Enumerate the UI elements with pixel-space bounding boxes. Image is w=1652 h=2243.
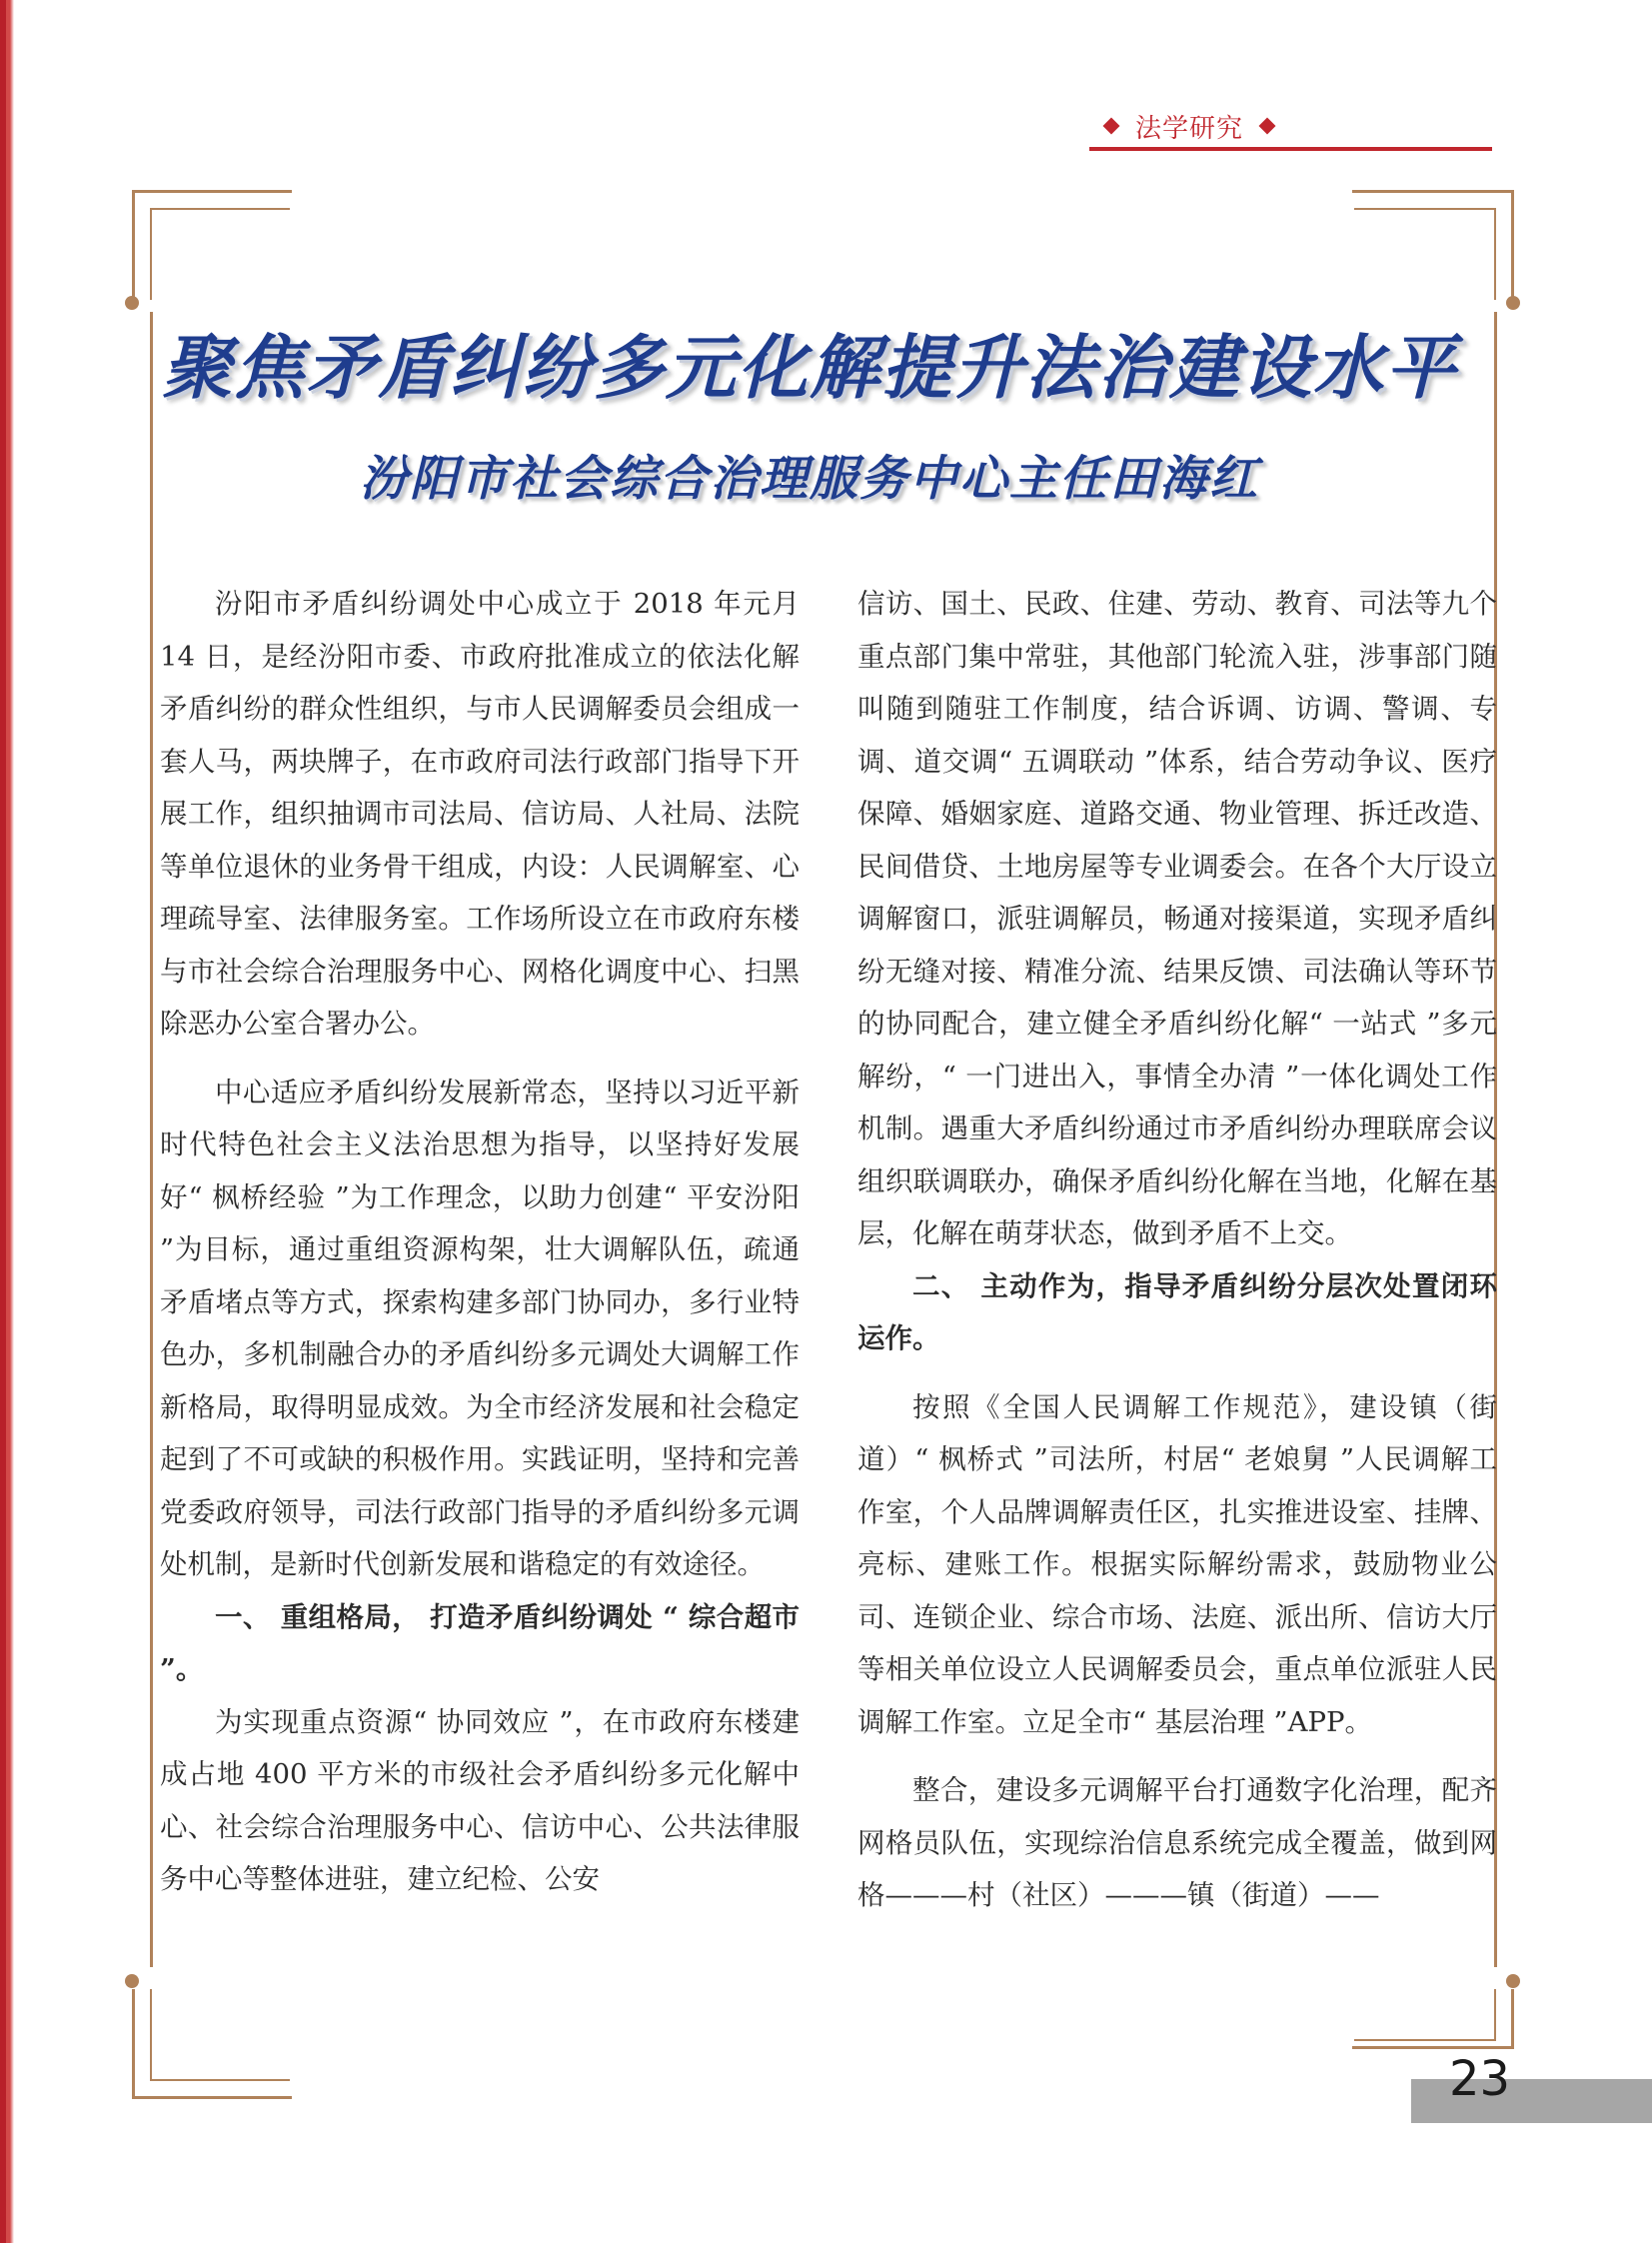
paragraph-integration: 整合，建设多元调解平台打通数字化治理，配齐网格员队伍，实现综治信息系统完成全覆盖，做到网格———村（社区）———镇（街道）—— [857, 1774, 1497, 1911]
frame-bottom-left-v1 [132, 1989, 135, 2099]
paragraph-section-two: 按照《全国人民调解工作规范》，建设镇（街道）“ 枫桥式 ”司法所，村居“ 老娘舅 ”人民调解工作室，个人品牌调解责任区，扎实推进设室、挂牌、亮标、建账工作。根据实际解纷需求，鼓励物业公司、连锁企业、综合市场、法庭、派出所、信访大厅等相关单位设立人民调解委员会，重点单位派驻人民调解工作室。立足全市“ 基层治理 ”APP。 [857, 1390, 1497, 1738]
frame-dot-left-bottom [125, 1974, 139, 1988]
frame-left-side [150, 312, 153, 1967]
page-number: 23 [1449, 2051, 1511, 2107]
frame-bottom-right-h1 [1352, 2046, 1514, 2049]
frame-dot-left-top [125, 296, 139, 310]
section-underline [1089, 147, 1492, 151]
page-number-tab [1411, 2079, 1652, 2123]
diamond-left-icon [1103, 118, 1120, 135]
section-heading-one: 一、 重组格局， 打造矛盾纠纷调处 “ 综合超市 ”。 [160, 1600, 800, 1685]
frame-bottom-left-h2 [150, 2079, 290, 2081]
section-header [1087, 104, 1487, 148]
frame-bottom-left-h1 [132, 2096, 292, 2099]
frame-bottom-right-v2 [1494, 1989, 1496, 2041]
article-title: 聚焦矛盾纠纷多元化解提升法治建设水平 [162, 327, 1457, 409]
right-column [857, 578, 1497, 1922]
frame-top-left-v2 [150, 208, 152, 300]
left-column [160, 578, 800, 1906]
diamond-right-icon [1259, 118, 1276, 135]
paragraph-section-one: 为实现重点资源“ 协同效应 ”，在市政府东楼建成占地 400 平方米的市级社会矛盾纠纷多元化解中心、社会综合治理服务中心、信访中心、公共法律服务中心等整体进驻，建立纪检、公安 [160, 1705, 800, 1895]
frame-top-right-v1 [1511, 190, 1514, 300]
paragraph-intro: 汾阳市矛盾纠纷调处中心成立于 2018 年元月 14 日，是经汾阳市委、市政府批准成立的依法化解矛盾纠纷的群众性组织，与市人民调解委员会组成一套人马，两块牌子，在市政府司法行政部门指导下开展工作，组织抽调市司法局、信访局、人社局、法院等单位退休的业务骨干组成，内设：人民调解室、心理疏导室、法律服务室。工作场所设立在市政府东楼与市社会综合治理服务中心、网格化调度中心、扫黑除恶办公室合署办公。 [160, 588, 800, 1040]
section-heading-two: 二、 主动作为，指导矛盾纠纷分层次处置闭环运作。 [857, 1269, 1497, 1354]
frame-top-left-h1 [132, 190, 292, 193]
frame-bottom-left-v2 [150, 1989, 152, 2081]
paragraph-overview: 中心适应矛盾纠纷发展新常态，坚持以习近平新时代特色社会主义法治思想为指导，以坚持好发展好“ 枫桥经验 ”为工作理念，以助力创建“ 平安汾阳 ”为目标，通过重组资源构架，壮大调解队伍，疏通矛盾堵点等方式，探索构建多部门协同办，多行业特色办，多机制融合办的矛盾纠纷多元调处大调解工作新格局，取得明显成效。为全市经济发展和社会稳定起到了不可或缺的积极作用。实践证明，坚持和完善党委政府领导，司法行政部门指导的矛盾纠纷多元调处机制，是新时代创新发展和谐稳定的有效途径。 [160, 1076, 800, 1580]
frame-top-right-h1 [1352, 190, 1514, 193]
paragraph-section-one-cont: 信访、国土、民政、住建、劳动、教育、司法等九个重点部门集中常驻，其他部门轮流入驻，涉事部门随叫随到随驻工作制度，结合诉调、访调、警调、专调、道交调“ 五调联动 ”体系，结合劳动争议、医疗保障、婚姻家庭、道路交通、物业管理、拆迁改造、民间借贷、土地房屋等专业调委会。在各个大厅设立调解窗口，派驻调解员，畅通对接渠道，实现矛盾纠纷无缝对接、精准分流、结果反馈、司法确认等环节的协同配合，建立健全矛盾纠纷化解“ 一站式 ”多元解纷，“ 一门进出入，事情全办清 ”一体化调处工作机制。遇重大矛盾纠纷通过市矛盾纠纷办理联席会议组织联调联办，确保矛盾纠纷化解在当地，化解在基层，化解在萌芽状态，做到矛盾不上交。 [857, 588, 1497, 1249]
section-title: 法学研究 [1135, 113, 1244, 144]
frame-top-right-v2 [1494, 208, 1496, 300]
frame-top-right-h2 [1354, 208, 1496, 210]
frame-top-left-v1 [132, 190, 135, 300]
article-subtitle: 汾阳市社会综合治理服务中心主任田海红 [359, 451, 1259, 507]
left-edge-decoration [0, 0, 14, 2243]
frame-top-left-h2 [150, 208, 290, 210]
frame-bottom-right-h2 [1354, 2039, 1496, 2041]
frame-dot-right-bottom [1506, 1974, 1520, 1988]
frame-dot-right-top [1506, 296, 1520, 310]
frame-bottom-right-v1 [1511, 1989, 1514, 2049]
